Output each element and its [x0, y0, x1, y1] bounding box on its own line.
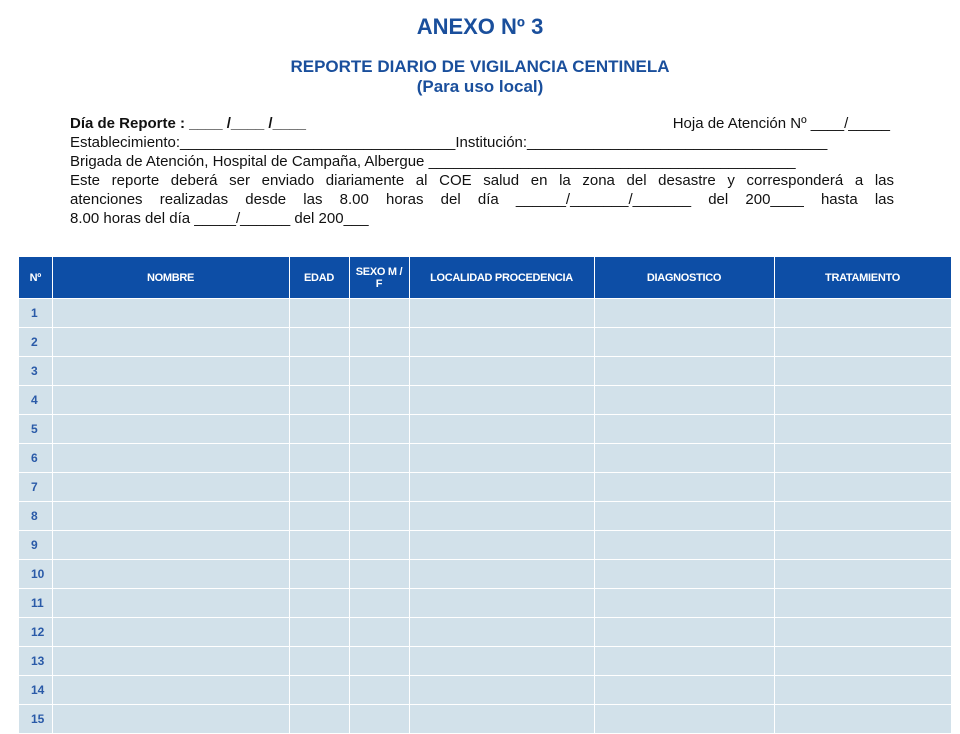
table-header-row [19, 257, 951, 299]
cell-localidad[interactable] [409, 705, 594, 734]
cell-edad[interactable] [289, 357, 349, 386]
cell-tratamiento[interactable] [774, 647, 951, 676]
cell-diagnostico[interactable] [594, 357, 774, 386]
cell-tratamiento[interactable] [774, 618, 951, 647]
cell-edad[interactable] [289, 618, 349, 647]
cell-tratamiento[interactable] [774, 502, 951, 531]
table-row [19, 473, 951, 502]
cell-sexo[interactable] [349, 618, 409, 647]
cell-localidad[interactable] [409, 386, 594, 415]
cell-nombre[interactable] [52, 676, 289, 705]
row-number: 10 [19, 560, 52, 589]
cell-edad[interactable] [289, 415, 349, 444]
cell-tratamiento[interactable] [774, 676, 951, 705]
cell-sexo[interactable] [349, 473, 409, 502]
row-number: 11 [19, 589, 52, 618]
cell-nombre[interactable] [52, 328, 289, 357]
report-date-field[interactable]: Día de Reporte : ____ /____ /____ [70, 115, 306, 132]
row-number: 5 [19, 415, 52, 444]
cell-nombre[interactable] [52, 589, 289, 618]
cell-diagnostico[interactable] [594, 415, 774, 444]
cell-diagnostico[interactable] [594, 473, 774, 502]
cell-edad[interactable] [289, 531, 349, 560]
cell-tratamiento[interactable] [774, 589, 951, 618]
report-info [70, 114, 894, 228]
cell-sexo[interactable] [349, 357, 409, 386]
cell-nombre[interactable] [52, 473, 289, 502]
table-row [19, 386, 951, 415]
report-date-row [70, 114, 894, 133]
row-number: 13 [19, 647, 52, 676]
row-number: 1 [19, 299, 52, 328]
attention-sheet-field[interactable]: Hoja de Atención Nº ____/_____ [672, 115, 890, 132]
cell-localidad[interactable] [409, 357, 594, 386]
cell-nombre[interactable] [52, 647, 289, 676]
page-subtitle [0, 57, 960, 97]
cell-diagnostico[interactable] [594, 705, 774, 734]
cell-nombre[interactable] [52, 386, 289, 415]
cell-edad[interactable] [289, 386, 349, 415]
row-number: 4 [19, 386, 52, 415]
cell-diagnostico[interactable] [594, 618, 774, 647]
cell-nombre[interactable] [52, 705, 289, 734]
table-row [19, 502, 951, 531]
table-row [19, 299, 951, 328]
cell-nombre[interactable] [52, 299, 289, 328]
cell-diagnostico[interactable] [594, 676, 774, 705]
cell-sexo[interactable] [349, 647, 409, 676]
cell-diagnostico[interactable] [594, 444, 774, 473]
cell-localidad[interactable] [409, 328, 594, 357]
cell-localidad[interactable] [409, 618, 594, 647]
table-row [19, 560, 951, 589]
cell-nombre[interactable] [52, 415, 289, 444]
cell-diagnostico[interactable] [594, 299, 774, 328]
column-header-localidad: LOCALIDAD PROCEDENCIA [409, 257, 594, 299]
cell-localidad[interactable] [409, 299, 594, 328]
note-line-1: Este reporte deberá ser enviado diariamente al COE salud en la zona del desastre y corresponderá a las [70, 172, 894, 189]
table-row [19, 357, 951, 386]
cell-sexo[interactable] [349, 299, 409, 328]
row-number: 9 [19, 531, 52, 560]
cell-diagnostico[interactable] [594, 531, 774, 560]
subtitle-main: REPORTE DIARIO DE VIGILANCIA CENTINELA [290, 57, 670, 76]
cell-nombre[interactable] [52, 618, 289, 647]
table-row [19, 589, 951, 618]
cell-edad[interactable] [289, 647, 349, 676]
cell-sexo[interactable] [349, 705, 409, 734]
cell-diagnostico[interactable] [594, 560, 774, 589]
cell-nombre[interactable] [52, 560, 289, 589]
cell-nombre[interactable] [52, 444, 289, 473]
column-header-sexo: SEXO M / F [349, 257, 409, 299]
cell-localidad[interactable] [409, 415, 594, 444]
cell-tratamiento[interactable] [774, 357, 951, 386]
cell-tratamiento[interactable] [774, 299, 951, 328]
cell-edad[interactable] [289, 299, 349, 328]
cell-localidad[interactable] [409, 647, 594, 676]
cell-diagnostico[interactable] [594, 589, 774, 618]
cell-diagnostico[interactable] [594, 647, 774, 676]
table-row [19, 705, 951, 734]
table-row [19, 328, 951, 357]
row-number: 2 [19, 328, 52, 357]
table-row [19, 647, 951, 676]
subtitle-note: (Para uso local) [416, 77, 544, 96]
establishment-field[interactable]: Establecimiento:_________________________________Institución:____________________________________ [70, 134, 828, 151]
cell-edad[interactable] [289, 589, 349, 618]
column-header-edad: EDAD [289, 257, 349, 299]
cell-edad[interactable] [289, 444, 349, 473]
row-number: 14 [19, 676, 52, 705]
cell-edad[interactable] [289, 502, 349, 531]
cell-diagnostico[interactable] [594, 502, 774, 531]
cell-tratamiento[interactable] [774, 415, 951, 444]
brigade-field[interactable]: Brigada de Atención, Hospital de Campaña, Albergue ____________________________________________ [70, 153, 796, 170]
page-title: ANEXO Nº 3 [416, 14, 544, 39]
cell-sexo[interactable] [349, 502, 409, 531]
cell-tratamiento[interactable] [774, 444, 951, 473]
cell-nombre[interactable] [52, 357, 289, 386]
cell-sexo[interactable] [349, 444, 409, 473]
cell-diagnostico[interactable] [594, 386, 774, 415]
cell-tratamiento[interactable] [774, 386, 951, 415]
table-row [19, 676, 951, 705]
cell-tratamiento[interactable] [774, 705, 951, 734]
row-number: 12 [19, 618, 52, 647]
cell-localidad[interactable] [409, 589, 594, 618]
cell-tratamiento[interactable] [774, 560, 951, 589]
column-header-tratamiento: TRATAMIENTO [774, 257, 951, 299]
cell-sexo[interactable] [349, 531, 409, 560]
row-number: 7 [19, 473, 52, 502]
cell-diagnostico[interactable] [594, 328, 774, 357]
column-header-diagnostico: DIAGNOSTICO [594, 257, 774, 299]
cell-sexo[interactable] [349, 560, 409, 589]
cell-edad[interactable] [289, 705, 349, 734]
cell-edad[interactable] [289, 676, 349, 705]
cell-nombre[interactable] [52, 502, 289, 531]
cell-localidad[interactable] [409, 444, 594, 473]
cell-sexo[interactable] [349, 676, 409, 705]
row-number: 3 [19, 357, 52, 386]
cell-sexo[interactable] [349, 415, 409, 444]
cell-sexo[interactable] [349, 386, 409, 415]
cell-tratamiento[interactable] [774, 531, 951, 560]
cell-tratamiento[interactable] [774, 328, 951, 357]
row-number: 8 [19, 502, 52, 531]
cell-localidad[interactable] [409, 502, 594, 531]
table-row [19, 531, 951, 560]
row-number: 15 [19, 705, 52, 734]
cell-nombre[interactable] [52, 531, 289, 560]
table-row [19, 415, 951, 444]
note-line-2[interactable]: atenciones realizadas desde las 8.00 horas del día ______/_______/_______ del 200____ hasta las [70, 191, 894, 208]
column-header-nombre: NOMBRE [52, 257, 289, 299]
cell-localidad[interactable] [409, 560, 594, 589]
cell-edad[interactable] [289, 473, 349, 502]
cell-localidad[interactable] [409, 531, 594, 560]
note-line-3[interactable]: 8.00 horas del día _____/______ del 200___ [70, 210, 369, 227]
cell-edad[interactable] [289, 328, 349, 357]
table-row [19, 618, 951, 647]
surveillance-table [19, 257, 952, 734]
cell-edad[interactable] [289, 560, 349, 589]
table-row [19, 444, 951, 473]
cell-sexo[interactable] [349, 589, 409, 618]
cell-localidad[interactable] [409, 473, 594, 502]
cell-sexo[interactable] [349, 328, 409, 357]
row-number: 6 [19, 444, 52, 473]
column-header-num: Nº [19, 257, 52, 299]
cell-tratamiento[interactable] [774, 473, 951, 502]
cell-localidad[interactable] [409, 676, 594, 705]
